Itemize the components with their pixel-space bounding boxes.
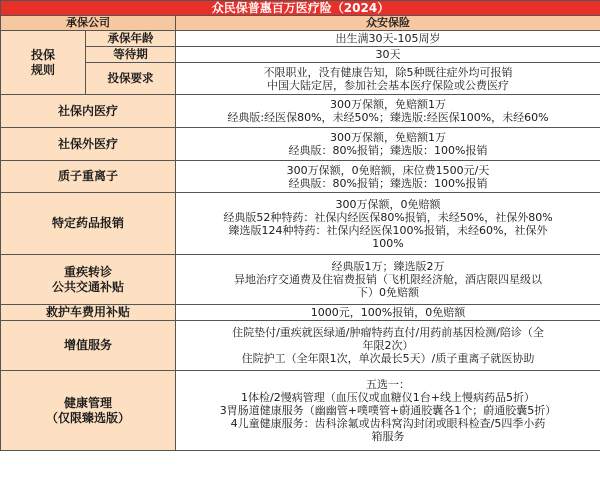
table-row xyxy=(1,321,600,371)
table-row xyxy=(1,305,600,321)
waiting-label: 等待期 xyxy=(86,47,176,63)
ambulance-value: 1000元，100%报销，0免赔额 xyxy=(176,305,600,321)
drugs-value: 300万保额，0免赔额 经典版52种特药：社保内经医保80%报销，未经50%，社保外80% 臻选版124种特药：社保内经医保100%报销，未经60%，社保外 100% xyxy=(176,193,600,255)
table-row xyxy=(1,255,600,305)
title-row xyxy=(1,1,600,16)
header-row xyxy=(1,16,600,31)
table-row xyxy=(1,47,600,63)
proton-value: 300万保额，0免赔额，床位费1500元/天 经典版：80%报销；臻选版：100%报销 xyxy=(176,161,600,193)
rules-label: 投保 规则 xyxy=(1,31,86,95)
outer-value: 300万保额，免赔额1万 经典版：80%报销；臻选版：100%报销 xyxy=(176,128,600,161)
outer-label: 社保外医疗 xyxy=(1,128,176,161)
table-row xyxy=(1,371,600,451)
table-row xyxy=(1,128,600,161)
requirements-value: 不限职业，没有健康告知，除5种既往症外均可报销 中国大陆定居，参加社会基本医疗保险或公费医疗 xyxy=(176,63,600,95)
header-label: 承保公司 xyxy=(1,16,176,31)
value-added-label: 增值服务 xyxy=(1,321,176,371)
insurer-name: 众安保险 xyxy=(176,16,600,31)
table-row xyxy=(1,63,600,95)
health-label: 健康管理 （仅限臻选版） xyxy=(1,371,176,451)
ambulance-label: 救护车费用补贴 xyxy=(1,305,176,321)
waiting-value: 30天 xyxy=(176,47,600,63)
inner-value: 300万保额，免赔额1万 经典版:经医保80%，未经50%；臻选版:经医保100%，未经60% xyxy=(176,95,600,128)
transfer-label: 重疾转诊 公共交通补贴 xyxy=(1,255,176,305)
age-value: 出生满30天-105周岁 xyxy=(176,31,600,47)
table-row xyxy=(1,31,600,47)
transfer-value: 经典版1万；臻选版2万 异地治疗交通费及住宿费报销（飞机限经济舱，酒店限四星级以 下）0免赔额 xyxy=(176,255,600,305)
table-row xyxy=(1,193,600,255)
proton-label: 质子重离子 xyxy=(1,161,176,193)
drugs-label: 特定药品报销 xyxy=(1,193,176,255)
table-title: 众民保普惠百万医疗险（2024） xyxy=(1,1,600,16)
age-label: 承保年龄 xyxy=(86,31,176,47)
requirements-label: 投保要求 xyxy=(86,63,176,95)
table-row xyxy=(1,95,600,128)
table-row xyxy=(1,161,600,193)
value-added-value: 住院垫付/重疾就医绿通/肿瘤特药直付/用药前基因检测/陪诊（全 年限2次） 住院护工（全年限1次，单次最长5天）/质子重离子就医协助 xyxy=(176,321,600,371)
health-value: 五选一： 1体检/2慢病管理（血压仪或血糖仪1台+线上慢病药品5折） 3胃肠道健康服务（幽幽管+噗噗管+蔚通胶囊各1个；蔚通胶囊5折） 4儿童健康服务：齿科涂氟或齿科窝沟封闭或眼科检查/5四季小药 箱服务 xyxy=(176,371,600,451)
inner-label: 社保内医疗 xyxy=(1,95,176,128)
